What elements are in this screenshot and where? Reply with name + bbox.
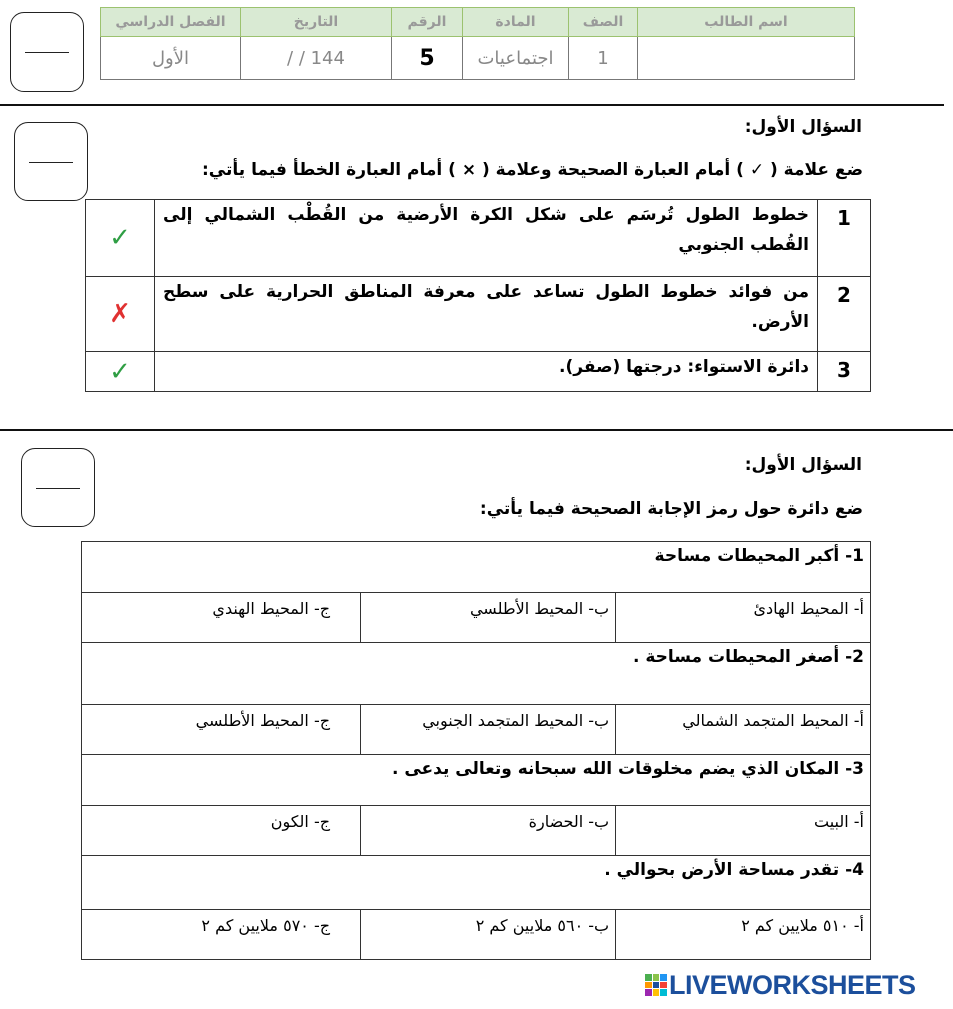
option-b[interactable]: ب- المحيط الأطلسي [361,593,616,643]
question-text: 4- تقدر مساحة الأرض بحوالي . [82,856,871,910]
option-b[interactable]: ب- الحضارة [361,806,616,856]
section2-title: السؤال الأول: [744,455,862,475]
score-box-section2[interactable] [21,448,95,527]
item-number: 2 [818,277,871,352]
student-name-field[interactable] [638,37,855,80]
item-number: 1 [818,200,871,277]
option-c[interactable]: ج- المحيط الهندي [82,593,361,643]
header-label-subject: المادة [463,8,569,37]
item-text: خطوط الطول تُرسَم على شكل الكرة الأرضية من القُطْب الشمالي إلى القُطب الجنوبي [155,200,818,277]
score-box-section1[interactable] [14,122,88,201]
header-label-date: التاريخ [241,8,392,37]
section2-instruction: ضع دائرة حول رمز الإجابة الصحيحة فيما يأتي: [479,499,863,519]
answer-mark-cross-icon[interactable]: ✗ [86,277,155,352]
item-text: دائرة الاستواء: درجتها (صفر). [155,352,818,392]
item-number: 3 [818,352,871,392]
score-box-header[interactable] [10,12,84,92]
option-c[interactable]: ج- المحيط الأطلسي [82,705,361,755]
table-row [86,277,871,352]
header-label-grade: الصف [569,8,638,37]
true-false-table [85,199,871,392]
option-b[interactable]: ب- ٥٦٠ ملايين كم ٢ [361,910,616,960]
section-divider [0,429,953,431]
liveworksheets-logo [645,970,916,1000]
section1-title: السؤال الأول: [744,117,862,137]
header-label-term: الفصل الدراسي [101,8,241,37]
option-a[interactable]: أ- المحيط المتجمد الشمالي [616,705,871,755]
option-b[interactable]: ب- المحيط المتجمد الجنوبي [361,705,616,755]
logo-grid-icon [645,974,667,996]
header-label-number: الرقم [392,8,463,37]
section-divider [0,104,944,106]
option-a[interactable]: أ- البيت [616,806,871,856]
term-value: الأول [101,37,241,80]
header-label-student: اسم الطالب [638,8,855,37]
grade-value: 1 [569,37,638,80]
item-text: من فوائد خطوط الطول تساعد على معرفة المناطق الحرارية على سطح الأرض. [155,277,818,352]
option-c[interactable]: ج- الكون [82,806,361,856]
subject-value: اجتماعيات [463,37,569,80]
question-text: 1- أكبر المحيطات مساحة [82,542,871,593]
number-value: 5 [392,37,463,80]
header-table [100,7,855,80]
option-a[interactable]: أ- المحيط الهادئ [616,593,871,643]
question-text: 3- المكان الذي يضم مخلوقات الله سبحانه وتعالى يدعى . [82,755,871,806]
question-text: 2- أصغر المحيطات مساحة . [82,643,871,705]
logo-text: LIVEWORKSHEETS [669,969,916,1000]
multiple-choice-table [81,541,871,960]
table-row [86,200,871,277]
date-value: / / 144 [241,37,392,80]
answer-mark-check-icon[interactable]: ✓ [86,352,155,392]
answer-mark-check-icon[interactable]: ✓ [86,200,155,277]
option-c[interactable]: ج- ٥٧٠ ملايين كم ٢ [82,910,361,960]
option-a[interactable]: أ- ٥١٠ ملايين كم ٢ [616,910,871,960]
table-row [86,352,871,392]
section1-instruction: ضع علامة ( ✓ ) أمام العبارة الصحيحة وعلامة ( × ) أمام العبارة الخطأ فيما يأتي: [202,160,863,180]
